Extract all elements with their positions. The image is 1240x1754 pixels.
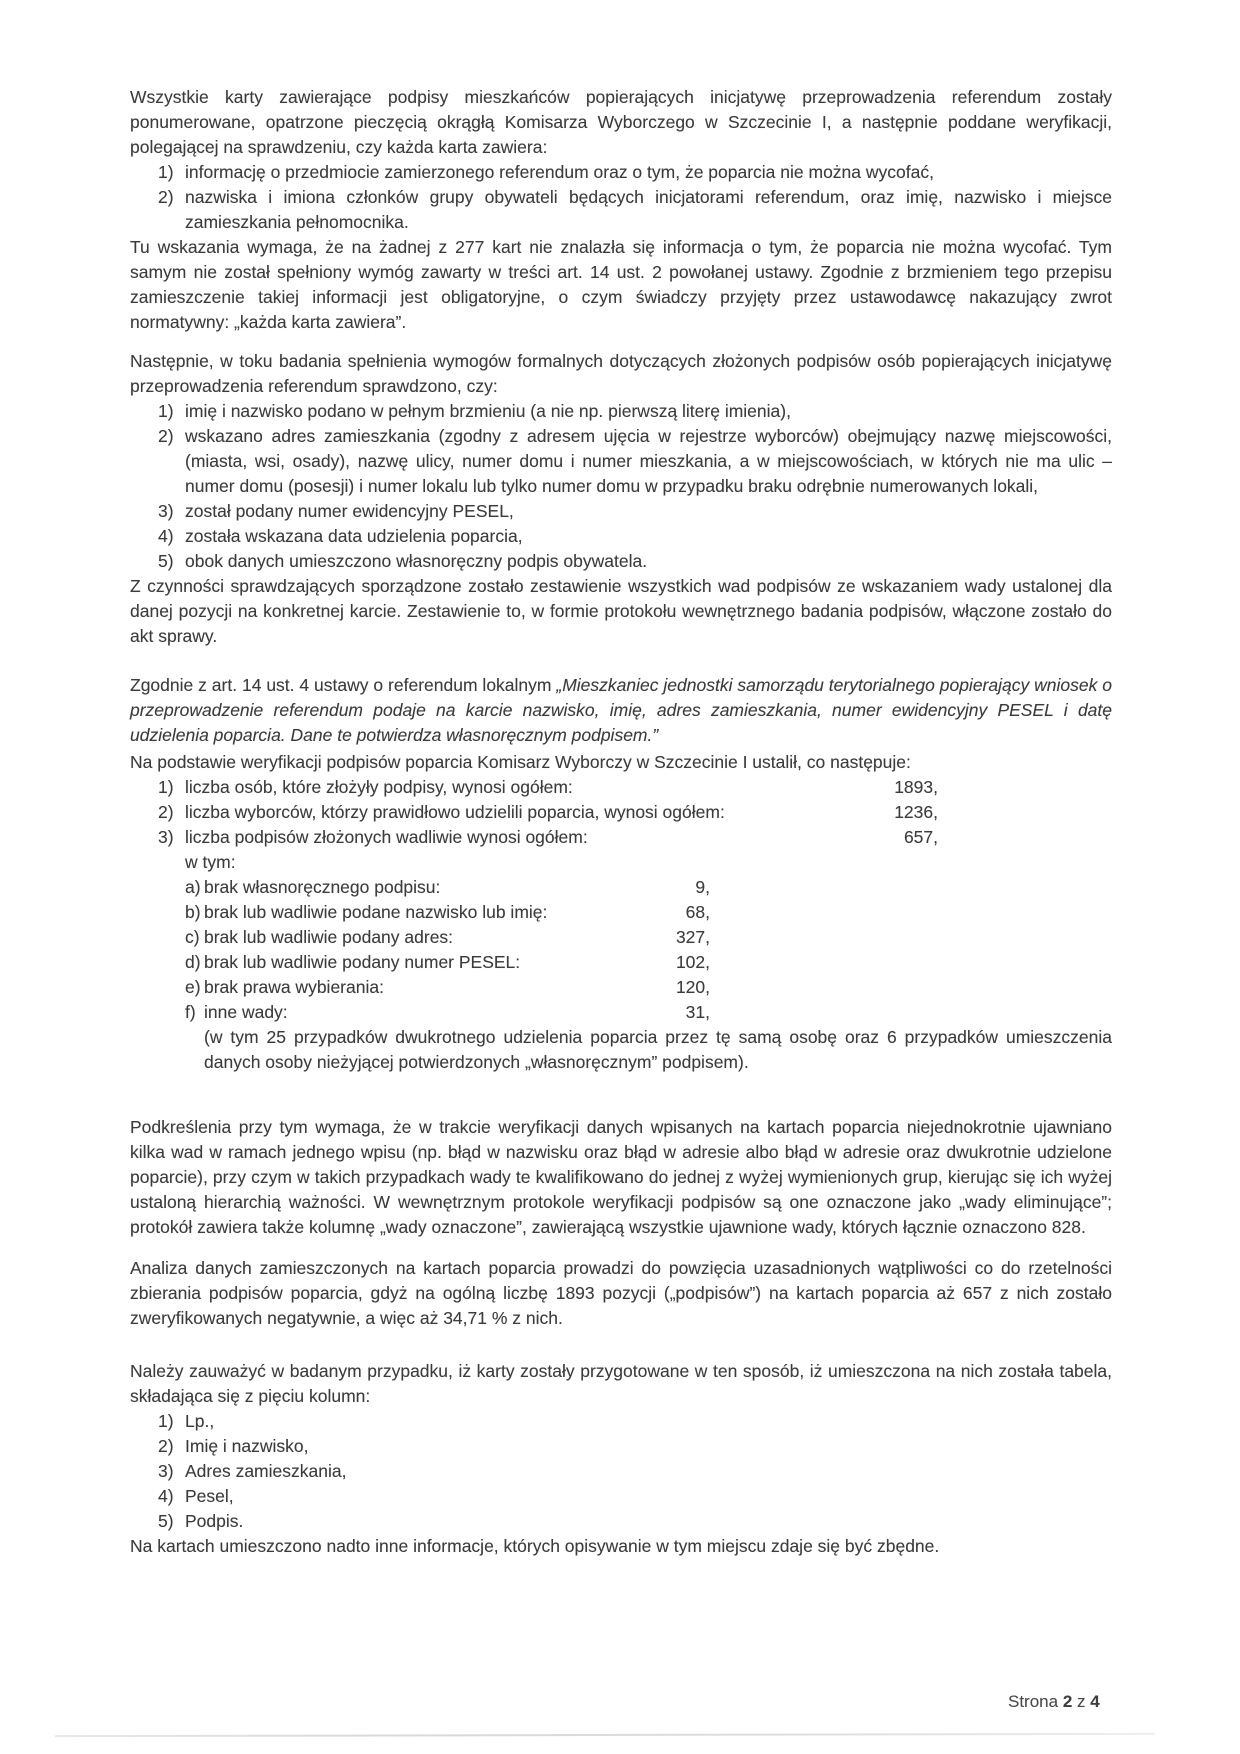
defect-label: brak własnoręcznego podpisu: <box>204 877 441 897</box>
defect-value: 102, <box>675 952 710 972</box>
defect-label: brak prawa wybierania: <box>204 977 384 997</box>
list-item <box>130 160 1112 185</box>
defect-row <box>130 925 1112 950</box>
defect-value: 120, <box>675 977 710 997</box>
stat-label: liczba wyborców, którzy prawidłowo udzielili poparcia, wynosi ogółem: <box>185 802 725 822</box>
list-item <box>130 1459 1112 1484</box>
list-marker: 2) <box>158 802 174 822</box>
list-marker: b) <box>185 902 201 922</box>
list-marker: f) <box>185 1002 196 1022</box>
stat-label: liczba osób, które złożyły podpisy, wynosi ogółem: <box>185 777 573 797</box>
table-columns-list <box>130 1409 1112 1534</box>
list-marker: 1) <box>158 401 174 421</box>
stat-value: 1236, <box>894 802 938 822</box>
paragraph-numbering: Wszystkie karty zawierające podpisy mieszkańców popierających inicjatywę przeprowadzenia referendum zostały ponumerowane, opatrzone pieczęcią okrągłą Komisarza Wyborczego w Szczecinie I, a następnie poddane weryfikacji, polegającej na sprawdzeniu, czy każda karta zawiera: <box>130 87 1112 157</box>
page-footer <box>1008 1692 1100 1712</box>
list-marker: 5) <box>158 1511 174 1531</box>
list-marker: a) <box>185 877 201 897</box>
paragraph-other-info: Na kartach umieszczono nadto inne informacje, których opisywanie w tym miejscu zdaje się być zbędne. <box>130 1536 940 1556</box>
paragraph-legal-quote <box>130 673 1112 748</box>
defects-note: (w tym 25 przypadków dwukrotnego udzielenia poparcia przez tę samą osobę oraz 6 przypadków umieszczenia danych osoby nieżyjącej potwierdzonych „własnoręcznym” podpisem). <box>204 1027 1112 1072</box>
defect-label: inne wady: <box>204 1002 288 1022</box>
document-page <box>130 85 1112 1559</box>
paragraph-analysis: Analiza danych zamieszczonych na kartach poparcia prowadzi do powzięcia uzasadnionych wątpliwości co do rzetelności zbierania podpisów poparcia, gdyż na ogólną liczbę 1893 pozycji („podpisów”) na kartach poparcia aż 657 z nich zostało zweryfikowanych negatywnie, a więc aż 34,71 % z nich. <box>130 1258 1112 1328</box>
list-item-text: Adres zamieszkania, <box>185 1461 347 1481</box>
stat-row <box>130 800 1112 825</box>
list-marker: c) <box>185 927 200 947</box>
list-marker: 3) <box>158 1461 174 1481</box>
stat-label: liczba podpisów złożonych wadliwie wynosi ogółem: <box>185 827 588 847</box>
list-marker: 2) <box>158 187 174 207</box>
list-item <box>130 524 1112 549</box>
card-requirements-list <box>130 160 1112 235</box>
list-item-text: został podany numer ewidencyjny PESEL, <box>185 501 514 521</box>
defect-value: 31, <box>685 1002 710 1022</box>
list-marker: 4) <box>158 1486 174 1506</box>
list-marker: 3) <box>158 501 174 521</box>
w-tym-label: w tym: <box>185 852 236 872</box>
list-marker: d) <box>185 952 201 972</box>
paragraph-table-intro: Należy zauważyć w badanym przypadku, iż karty zostały przygotowane w ten sposób, iż umieszczona na nich została tabela, składająca się z pięciu kolumn: <box>130 1361 1112 1406</box>
legal-quote-intro: Zgodnie z art. 14 ust. 4 ustawy o referendum lokalnym <box>130 675 557 695</box>
list-marker: 4) <box>158 526 174 546</box>
defect-row <box>130 975 1112 1000</box>
paragraph-multiple-defects: Podkreślenia przy tym wymaga, że w trakcie weryfikacji danych wpisanych na kartach poparcia niejednokrotnie ujawniano kilka wad w ramach jednego wpisu (np. błąd w nazwisku oraz błąd w adresie albo błąd w adresie oraz dwukrotnie udzielone poparcie), przy czym w takich przypadkach wady te kwalifikowano do jednej z wyżej wymienionych grup, kierując się ich wyżej ustaloną hierarchią ważności. W wewnętrznym protokole weryfikacji podpisów są one oznaczone jako „wady eliminujące”; protokół zawiera także kolumnę „wady oznaczone”, zawierającą wszystkie ujawnione wady, których łącznie oznaczono 828. <box>130 1117 1112 1237</box>
list-marker: 1) <box>158 777 174 797</box>
list-item-text: Pesel, <box>185 1486 234 1506</box>
list-item <box>130 424 1112 499</box>
defect-value: 327, <box>675 927 710 947</box>
list-marker: e) <box>185 977 201 997</box>
defect-label: brak lub wadliwie podany adres: <box>204 927 454 947</box>
list-item <box>130 399 1112 424</box>
verification-stats-list <box>130 775 1112 1075</box>
list-item-text: nazwiska i imiona członków grupy obywateli będących inicjatorami referendum, oraz imię, nazwisko i miejsce zamieszkania pełnomocnika. <box>185 187 1112 232</box>
list-item-text: Podpis. <box>185 1511 244 1531</box>
defect-label: brak lub wadliwie podany numer PESEL: <box>204 952 521 972</box>
list-item <box>130 1484 1112 1509</box>
list-marker: 1) <box>158 1411 174 1431</box>
list-item-text: wskazano adres zamieszkania (zgodny z adresem ujęcia w rejestrze wyborców) obejmujący nazwę miejscowości, (miasta, wsi, osady), nazwę ulicy, numer domu i numer mieszkania, a w miejscowościach, w których nie ma ulic – numer domu (posesji) i numer lokalu lub tylko numer domu w przypadku braku odrębnie numerowanych lokali, <box>185 426 1112 496</box>
footer-total-pages: 4 <box>1090 1692 1100 1711</box>
paragraph-formal-check-intro: Następnie, w toku badania spełnienia wymogów formalnych dotyczących złożonych podpisów osób popierających inicjatywę przeprowadzenia referendum sprawdzono, czy: <box>130 351 1112 396</box>
paragraph-defects-summary: Z czynności sprawdzających sporządzone zostało zestawienie wszystkich wad podpisów ze wskazaniem wady ustalonej dla danej pozycji na konkretnej karcie. Zestawienie to, w formie protokołu wewnętrznego badania podpisów, włączone zostało do akt sprawy. <box>130 576 1112 646</box>
list-marker: 2) <box>158 426 174 446</box>
stat-row <box>130 775 1112 800</box>
list-item-text: imię i nazwisko podano w pełnym brzmieniu (a nie np. pierwszą literę imienia), <box>185 401 791 421</box>
list-item <box>130 499 1112 524</box>
formal-checks-list <box>130 399 1112 574</box>
list-item-text: Lp., <box>185 1411 215 1431</box>
list-item-text: Imię i nazwisko, <box>185 1436 309 1456</box>
defect-row <box>130 950 1112 975</box>
footer-page-number: 2 <box>1062 1692 1073 1711</box>
list-item <box>130 1409 1112 1434</box>
footer-z-label: z <box>1077 1692 1086 1711</box>
defect-label: brak lub wadliwie podane nazwisko lub imię: <box>204 902 548 922</box>
defect-value: 68, <box>685 902 710 922</box>
stat-value: 657, <box>903 827 938 847</box>
paragraph-missing-info: Tu wskazania wymaga, że na żadnej z 277 kart nie znalazła się informacja o tym, że poparcia nie można wycofać. Tym samym nie został spełniony wymóg zawarty w treści art. 14 ust. 2 powołanej ustawy. Zgodnie z brzmieniem tego przepisu zamieszczenie takiej informacji jest obligatoryjne, o czym świadczy przyjęty przez ustawodawcę nakazujący zwrot normatywny: „każda karta zawiera”. <box>130 237 1112 332</box>
scan-artifact-line <box>55 1733 1155 1737</box>
list-item <box>130 185 1112 235</box>
list-item-text: obok danych umieszczono własnoręczny podpis obywatela. <box>185 551 648 571</box>
list-marker: 2) <box>158 1436 174 1456</box>
stat-value: 1893, <box>894 777 938 797</box>
defect-row <box>130 875 1112 900</box>
defect-row <box>130 900 1112 925</box>
list-item <box>130 1509 1112 1534</box>
stat-row <box>130 825 1112 850</box>
list-marker: 1) <box>158 162 174 182</box>
list-marker: 5) <box>158 551 174 571</box>
defect-value: 9, <box>695 877 710 897</box>
list-item <box>130 549 1112 574</box>
paragraph-verification-result-intro: Na podstawie weryfikacji podpisów poparcia Komisarz Wyborczy w Szczecinie I ustalił, co następuje: <box>130 752 911 772</box>
footer-strona-label: Strona <box>1008 1692 1059 1711</box>
legal-quote-text: „Mieszkaniec jednostki samorządu terytorialnego popierający wniosek o przeprowadzenie referendum podaje na karcie nazwisko, imię, adres zamieszkania, numer ewidencyjny PESEL i datę udzielenia poparcia. Dane te potwierdza własnoręcznym podpisem.” <box>130 675 1112 745</box>
list-marker: 3) <box>158 827 174 847</box>
list-item-text: została wskazana data udzielenia poparcia, <box>185 526 523 546</box>
defect-row <box>130 1000 1112 1025</box>
list-item <box>130 1434 1112 1459</box>
list-item-text: informację o przedmiocie zamierzonego referendum oraz o tym, że poparcia nie można wycofać, <box>185 162 934 182</box>
